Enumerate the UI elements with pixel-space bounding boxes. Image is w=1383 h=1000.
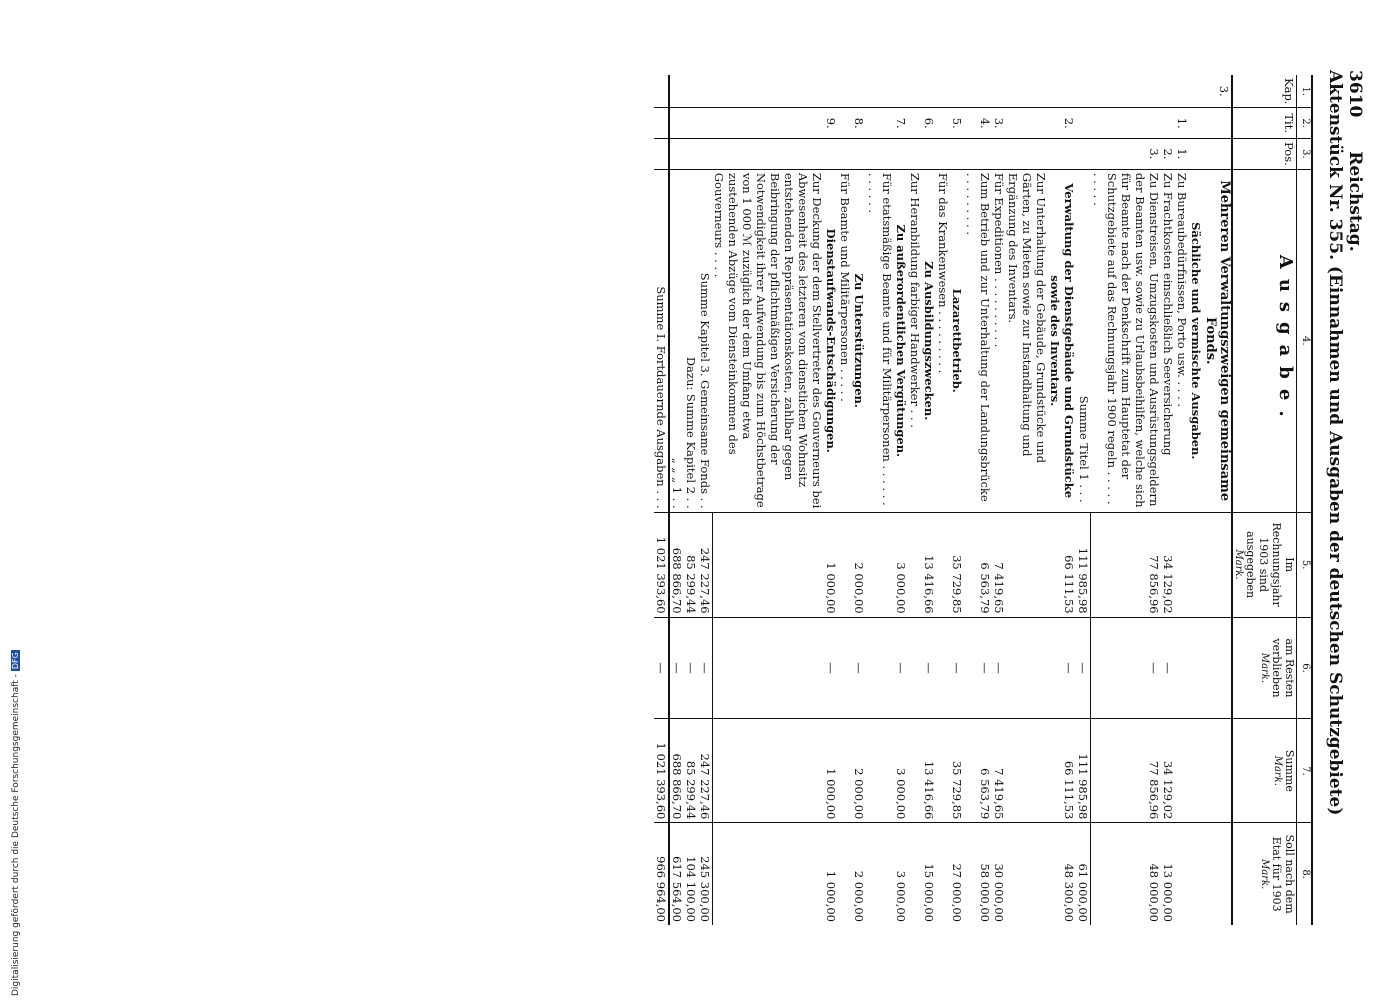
description-text: Für Beamte und Militärpersonen . . . . .	[838, 172, 853, 402]
header-resten-label: am Resten verblieben	[1270, 638, 1296, 698]
total-row	[669, 75, 684, 925]
kapitel-cell	[839, 75, 867, 108]
kapitel-cell	[1077, 75, 1092, 108]
title-heading: Zu Unterstützungen.	[852, 273, 867, 408]
description-cell	[965, 169, 993, 512]
column-number-row	[1297, 75, 1313, 925]
titel-cell: 7.	[867, 108, 909, 138]
amount-sum: 34 129,02	[1161, 719, 1175, 823]
amount-spent: 688 866,70	[669, 512, 684, 617]
amount-target: 58 000,00	[965, 823, 993, 925]
kapitel-cell	[909, 75, 937, 108]
title-heading: Dienstaufwands-Entschädigungen.	[824, 228, 839, 453]
amount-sum: 3 000,00	[867, 719, 909, 823]
table-row	[1007, 75, 1077, 925]
amount-target: 15 000,00	[909, 823, 937, 925]
description-cell	[839, 169, 867, 512]
column-number: 2.	[1297, 108, 1313, 138]
table-row	[1091, 75, 1161, 925]
amount-spent: 77 856,96	[1091, 512, 1161, 617]
header-ausgegeben-label: ausgegeben	[1244, 531, 1257, 599]
amount-spent: 1 000,00	[713, 512, 839, 617]
amount-remaining	[1175, 617, 1189, 719]
total-label: Summe Kapitel 3. Gemeinsame Fonds . .	[698, 272, 713, 509]
kapitel-cell	[1007, 75, 1077, 108]
position-cell	[654, 138, 669, 169]
amount-remaining: —	[993, 617, 1007, 719]
budget-table	[654, 75, 1313, 925]
header-tit: Tit.	[1232, 108, 1297, 138]
amount-sum: 35 729,85	[937, 719, 965, 823]
unit-label: Mark.	[1272, 755, 1283, 786]
amount-sum: 6 563,79	[965, 719, 993, 823]
description-text: Zu Dienstreisen, Umzugskosten und Ausrüstungsgeldern der Beamten usw. sowie zu Urlaubsbeihilfen, welche sich für Beamte nach der Denkschrift zum Hauptetat der Schutzgebiete auf das Rechnungsjahr 1900 regeln . . . . . . . . . .	[1091, 172, 1161, 508]
amount-remaining: —	[867, 617, 909, 719]
table-row	[839, 75, 867, 925]
kapitel-cell	[698, 75, 713, 108]
kapitel-cell	[965, 75, 993, 108]
column-number: 1.	[1297, 75, 1313, 108]
amount-target: 3 000,00	[867, 823, 909, 925]
column-number: 6.	[1297, 617, 1313, 719]
amount-remaining: —	[713, 617, 839, 719]
amount-spent: 3 000,00	[867, 512, 909, 617]
description-cell	[1007, 169, 1077, 512]
header-ausgegeben	[1232, 512, 1297, 617]
amount-sum: 66 111,53	[1007, 719, 1077, 823]
amount-remaining: —	[698, 617, 713, 719]
amount-remaining: —	[1077, 617, 1092, 719]
amount-sum: 2 000,00	[839, 719, 867, 823]
header-ausgabe: Ausgabe.	[1232, 169, 1297, 512]
description-cell	[713, 169, 839, 512]
description-text: Für Expeditionen . . . . . . . . . .	[992, 172, 1007, 348]
kapitel-cell	[993, 75, 1007, 108]
titel-cell: 2.	[1007, 108, 1077, 138]
titel-cell: 4.	[965, 108, 993, 138]
amount-sum: 688 866,70	[669, 719, 684, 823]
grand-total-row	[654, 75, 669, 925]
description-text: Zu Frachtkosten einschließlich Seeversicherung	[1161, 172, 1175, 456]
position-cell: 2.	[1161, 138, 1175, 169]
grand-total-label: Summe I. Fortdauernde Ausgaben . . .	[654, 169, 669, 512]
position-cell: 3.	[1091, 138, 1161, 169]
amount-target: 104 100,00	[684, 823, 698, 925]
amount-sum: 1 021 393,60	[654, 719, 669, 823]
amount-remaining: —	[909, 617, 937, 719]
description-text: Zur Unterhaltung der Gebäude, Grundstücke und Gärten, zu Mieten sowie zur Instandhaltung und Ergänzung des Inventars.	[1006, 172, 1049, 464]
header-resten	[1232, 617, 1297, 719]
description-cell	[867, 169, 909, 512]
unit-label: Mark.	[1259, 859, 1270, 890]
column-number: 3.	[1297, 138, 1313, 169]
position-cell	[993, 138, 1007, 169]
titel-cell: 1.	[1175, 108, 1189, 138]
titel-cell: 5.	[937, 108, 965, 138]
description-text: Zur Deckung der dem Stellvertreter des Gouverneurs bei Abwesenheit des letzteren vom dienstlichen Wohnsitz entstehenden Repräsentationskosten, zahlbar gegen Beibringung der pflichtmäßigen Versicherung der Notwendigkeit ihrer Aufwendung bis zum Höchstbetrage von 1 000 ℳ zuzüglich der dem Umfang etwa zustehenden Abzüge vom Diensteinkommen des Gouverneurs . . . .	[712, 172, 825, 509]
amount-spent: 6 563,79	[965, 512, 993, 617]
amount-sum: 13 416,66	[909, 719, 937, 823]
description-cell	[909, 169, 937, 512]
amount-spent: 85 299,44	[684, 512, 698, 617]
position-cell	[713, 138, 839, 169]
titel-cell	[698, 108, 713, 138]
column-number: 4.	[1297, 169, 1313, 512]
amount-sum: 111 985,98	[1077, 719, 1092, 823]
table-row	[713, 75, 839, 925]
titel-cell	[654, 108, 669, 138]
table-row	[909, 75, 937, 925]
amount-sum: 77 856,96	[1091, 719, 1161, 823]
description-cell	[1077, 169, 1092, 512]
amount-remaining: —	[669, 617, 684, 719]
position-cell	[839, 138, 867, 169]
position-cell	[1007, 138, 1077, 169]
header-group: Im Rechnungsjahr 1903 sind	[1257, 522, 1296, 607]
title-heading: Sächliche und vermischte Ausgaben.	[1189, 222, 1203, 460]
kapitel-cell	[1175, 75, 1189, 108]
title-heading: Zu Ausbildungszwecken.	[922, 261, 937, 421]
titel-cell: 6.	[909, 108, 937, 138]
amount-target: 2 000,00	[839, 823, 867, 925]
section-title: Mehreren Verwaltungszweigen gemeinsame Fonds.	[1203, 180, 1232, 502]
description-text: Zu Bureaubedürfnissen, Porto usw. . . . .	[1175, 172, 1189, 408]
position-cell	[698, 138, 713, 169]
header-soll-label: Soll nach dem Etat für 1903	[1270, 834, 1296, 914]
amount-remaining: —	[839, 617, 867, 719]
amount-remaining: —	[654, 617, 669, 719]
amount-remaining: —	[1161, 617, 1175, 719]
titel-cell: 3.	[993, 108, 1007, 138]
titel-cell	[684, 108, 698, 138]
page-header	[1325, 70, 1365, 930]
kapitel-cell	[684, 75, 698, 108]
titel-cell: 8.	[839, 108, 867, 138]
titel-cell: 9.	[713, 108, 839, 138]
kapitel-cell	[867, 75, 909, 108]
unit-label: Mark.	[1233, 549, 1244, 580]
description-cell	[937, 169, 965, 512]
amount-remaining: —	[1091, 617, 1161, 719]
total-row	[698, 75, 713, 925]
description-cell	[1091, 169, 1161, 512]
total-row	[684, 75, 698, 925]
page-number: 3610	[1345, 70, 1365, 118]
position-cell: 1.	[1175, 138, 1189, 169]
titel-cell	[1077, 108, 1092, 138]
amount-target: 1 000,00	[713, 823, 839, 925]
total-label: Dazu: Summe Kapitel 2 . .	[684, 356, 698, 509]
table-row	[1161, 75, 1175, 925]
titel-cell	[669, 108, 684, 138]
header-summe-label: Summe	[1283, 749, 1296, 792]
amount-target: 13 000,00	[1161, 823, 1175, 925]
kapitel-cell	[669, 75, 684, 108]
amount-sum: 85 299,44	[684, 719, 698, 823]
page-title: Aktenstück Nr. 355. (Einnahmen und Ausgaben der deutschen Schutzgebiete)	[1325, 70, 1345, 816]
table-row	[937, 75, 965, 925]
column-number: 5.	[1297, 512, 1313, 617]
subtotal-row	[1077, 75, 1092, 925]
amount-spent: 1 021 393,60	[654, 512, 669, 617]
amount-spent: 66 111,53	[1007, 512, 1077, 617]
kapitel-cell	[1091, 75, 1161, 108]
kapitel-number: 3.	[1189, 75, 1232, 108]
description-cell	[1161, 169, 1175, 512]
amount-spent: 247 227,46	[698, 512, 713, 617]
amount-remaining: —	[684, 617, 698, 719]
position-cell	[909, 138, 937, 169]
amount-remaining: —	[937, 617, 965, 719]
amount-target: 61 000,00	[1077, 823, 1092, 925]
title-heading: Lazarettbetrieb.	[950, 288, 965, 393]
amount-target: 30 000,00	[993, 823, 1007, 925]
amount-target: 27 000,00	[937, 823, 965, 925]
amount-sum	[1175, 719, 1189, 823]
header-summe	[1232, 719, 1297, 823]
description-text: Zur Heranbildung farbiger Handwerker . . .	[908, 172, 923, 428]
amount-target: 966 964,00	[654, 823, 669, 925]
position-cell	[867, 138, 909, 169]
position-cell	[965, 138, 993, 169]
amount-sum: 247 227,46	[698, 719, 713, 823]
description-cell	[993, 169, 1007, 512]
dfg-logo: DFG	[11, 652, 20, 670]
amount-spent: 13 416,66	[909, 512, 937, 617]
kapitel-cell	[713, 75, 839, 108]
header-kap: Kap.	[1232, 75, 1297, 108]
unit-label: Mark.	[1259, 652, 1270, 684]
description-text: Zum Betrieb und zur Unterhaltung der Landungsbrücke . . . . . . . . .	[964, 172, 993, 502]
table-header-row	[1232, 75, 1297, 925]
description-text: Für etatsmäßige Beamte und für Militärpersonen . . . . . . . . . . . .	[866, 172, 895, 506]
amount-spent: 2 000,00	[839, 512, 867, 617]
credit-text: Digitalisierung gefördert durch die Deutsche Forschungsgemeinschaft -	[11, 674, 21, 996]
description-text: Für das Krankenwesen . . . . . . . . .	[936, 172, 951, 374]
amount-sum: 1 000,00	[713, 719, 839, 823]
kapitel-cell	[1161, 75, 1175, 108]
subtotal-label: Summe Titel 1 . . .	[1077, 395, 1091, 503]
amount-spent	[1175, 512, 1189, 617]
titel-cell	[1161, 108, 1175, 138]
amount-spent: 34 129,02	[1161, 512, 1175, 617]
position-cell	[669, 138, 684, 169]
table-row	[965, 75, 993, 925]
table-row	[1175, 75, 1189, 925]
table-row	[993, 75, 1007, 925]
position-cell	[684, 138, 698, 169]
column-number: 8.	[1297, 823, 1313, 925]
header-pos: Pos.	[1232, 138, 1297, 169]
section-heading-row	[1189, 75, 1232, 925]
amount-target: 617 564,00	[669, 823, 684, 925]
position-cell	[1077, 138, 1092, 169]
amount-remaining: —	[1007, 617, 1077, 719]
amount-sum: 7 419,65	[993, 719, 1007, 823]
amount-spent: 7 419,65	[993, 512, 1007, 617]
title-heading: Zu außerordentlichen Vergütungen.	[894, 224, 909, 458]
position-cell	[937, 138, 965, 169]
title-heading: Verwaltung der Dienstgebäude und Grundstücke sowie des Inventars.	[1048, 183, 1077, 499]
amount-spent: 111 985,98	[1077, 512, 1092, 617]
amount-spent: 35 729,85	[937, 512, 965, 617]
total-label: „ „ „ 1 . .	[670, 457, 684, 509]
amount-target: 48 300,00	[1007, 823, 1077, 925]
kapitel-cell	[654, 75, 669, 108]
titel-cell	[1091, 108, 1161, 138]
amount-target: 48 000,00	[1091, 823, 1161, 925]
amount-remaining: —	[965, 617, 993, 719]
column-number: 7.	[1297, 719, 1313, 823]
amount-target: 245 300,00	[698, 823, 713, 925]
table-row	[867, 75, 909, 925]
institution-label: Reichstag.	[1345, 151, 1365, 252]
amount-target	[1175, 823, 1189, 925]
description-cell	[1175, 169, 1189, 512]
kapitel-cell	[937, 75, 965, 108]
header-soll	[1232, 823, 1297, 925]
